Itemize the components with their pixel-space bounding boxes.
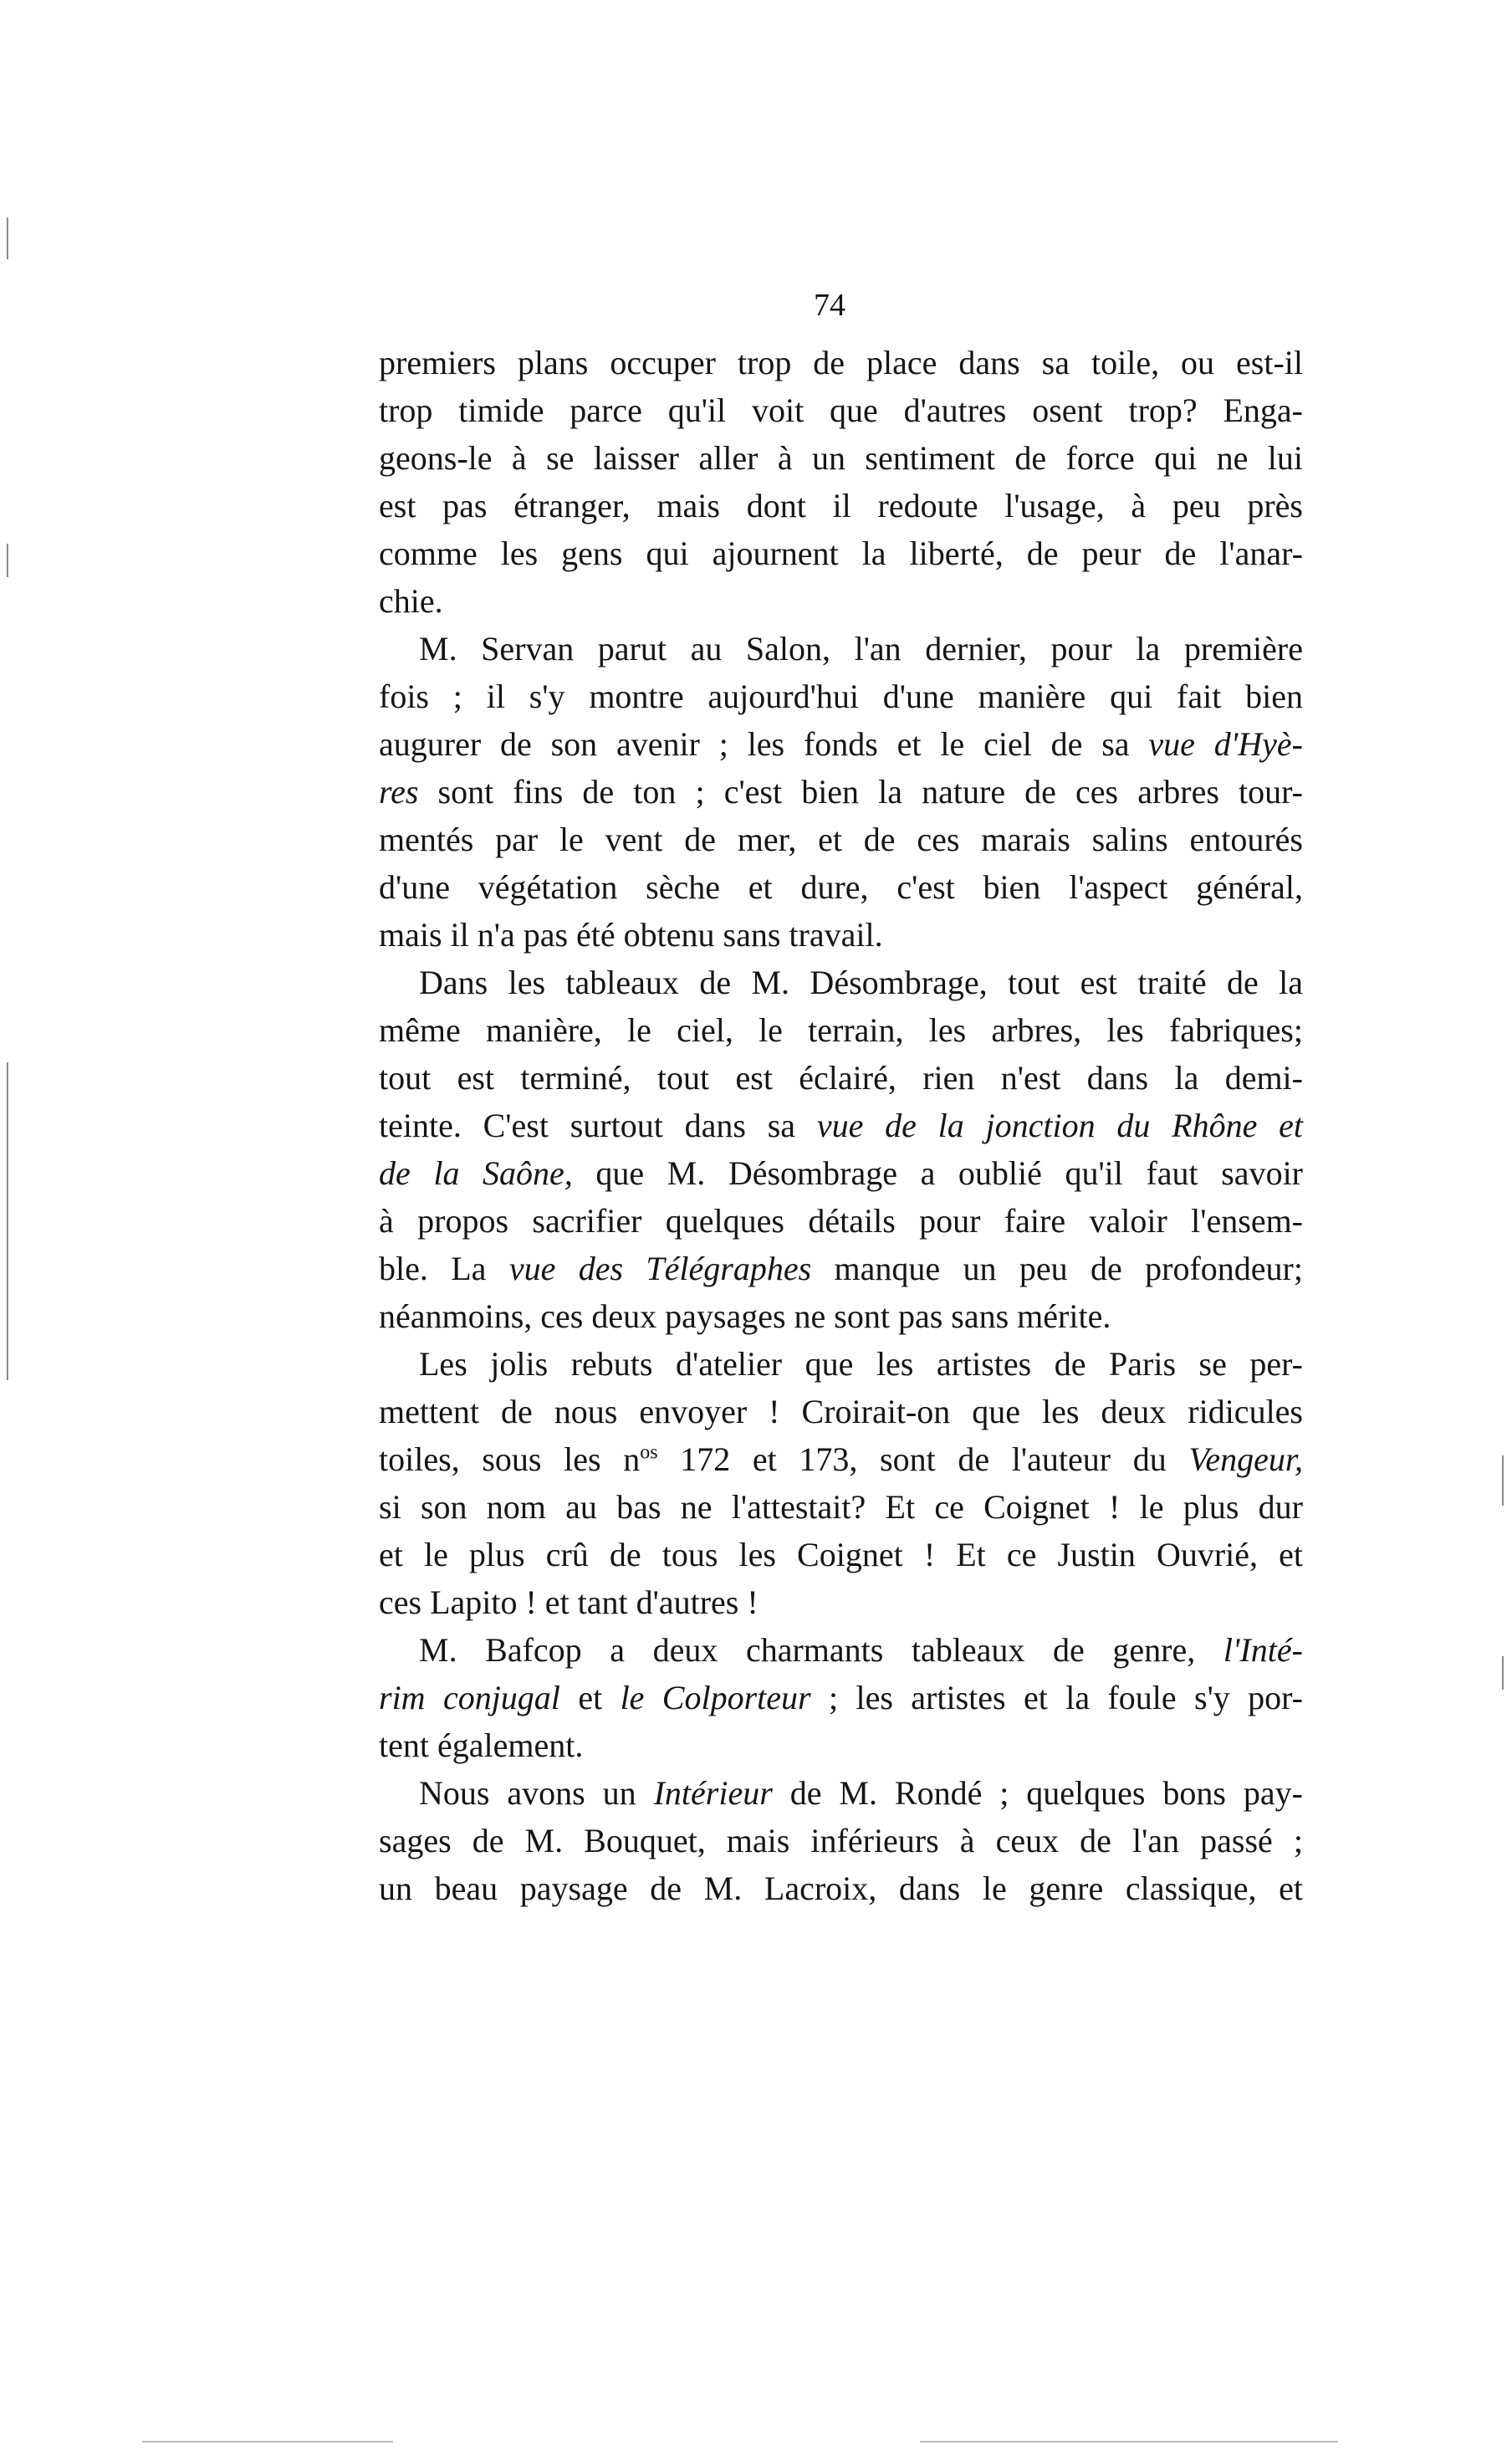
line-text: Nous avons un <box>419 1774 654 1812</box>
line-text: chie. <box>379 582 443 620</box>
artwork-title: Intérieur <box>653 1774 773 1812</box>
scan-mark <box>920 2441 1338 2442</box>
line-text: de M. Rondé ; quelques bons pay- <box>772 1774 1303 1812</box>
text-line <box>379 1674 1303 1721</box>
paragraph-start-line <box>379 1340 1303 1388</box>
text-line <box>379 1578 1303 1626</box>
line-text: un beau paysage de M. Lacroix, dans le genre classique, et <box>379 1869 1303 1907</box>
artwork-title: vue d'Hyè- <box>1148 725 1304 763</box>
scan-mark <box>1502 1455 1504 1506</box>
artwork-title: res <box>379 773 419 811</box>
line-text: d'une végétation sèche et dure, c'est bien l'aspect général, <box>379 868 1303 906</box>
text-line <box>379 863 1303 911</box>
text-line <box>379 768 1303 816</box>
line-text: premiers plans occuper trop de place dans sa toile, ou est-il <box>379 344 1303 381</box>
text-line <box>379 577 1303 625</box>
text-line <box>379 720 1303 768</box>
scan-mark <box>7 1062 8 1380</box>
text-line <box>379 911 1303 959</box>
line-text: néanmoins, ces deux paysages ne sont pas sans mérite. <box>379 1297 1111 1335</box>
text-line <box>379 1054 1303 1102</box>
body-text <box>379 339 1303 1912</box>
line-text: teinte. C'est surtout dans sa <box>379 1107 817 1144</box>
line-text: même manière, le ciel, le terrain, les arbres, les fabriques; <box>379 1011 1303 1049</box>
line-text: manque un peu de profondeur; <box>811 1250 1303 1287</box>
line-text: Les jolis rebuts d'atelier que les artistes de Paris se per- <box>419 1345 1303 1383</box>
line-text: est pas étranger, mais dont il redoute l'usage, à peu près <box>379 487 1303 524</box>
line-text: geons-le à se laisser aller à un sentiment de force qui ne lui <box>379 439 1303 477</box>
text-line <box>379 529 1303 577</box>
line-text: mentés par le vent de mer, et de ces marais salins entourés <box>379 821 1303 858</box>
text-line <box>379 1006 1303 1054</box>
text-line <box>379 1197 1303 1245</box>
line-text: et le plus crû de tous les Coignet ! Et ce Justin Ouvrié, et <box>379 1536 1303 1573</box>
line-text: si son nom au bas ne l'attestait? Et ce Coignet ! le plus dur <box>379 1488 1303 1526</box>
scan-mark <box>1502 1656 1504 1690</box>
text-line <box>379 1721 1303 1769</box>
artwork-title: Vengeur, <box>1188 1440 1303 1478</box>
line-text: M. Bafcop a deux charmants tableaux de genre, <box>419 1631 1223 1669</box>
line-text: ble. La <box>379 1250 509 1287</box>
line-text: toiles, sous les n <box>379 1440 641 1478</box>
artwork-title: rim conjugal <box>379 1679 560 1716</box>
line-text: et <box>559 1679 621 1716</box>
artwork-title: vue de la jonction du Rhône et <box>816 1107 1303 1144</box>
line-text: augurer de son avenir ; les fonds et le ciel de sa <box>379 725 1149 763</box>
page-number: 74 <box>814 288 845 323</box>
superscript: os <box>640 1441 658 1464</box>
text-line <box>379 1435 1303 1483</box>
line-text: mettent de nous envoyer ! Croirait-on que les deux ridicules <box>379 1393 1303 1430</box>
line-text: tout est terminé, tout est éclairé, rien n'est dans la demi- <box>379 1059 1303 1097</box>
text-line <box>379 1102 1303 1149</box>
paragraph-start-line <box>379 1626 1303 1674</box>
text-line <box>379 482 1303 529</box>
artwork-title: le Colporteur <box>620 1679 811 1716</box>
line-text: que M. Désombrage a oublié qu'il faut savoir <box>572 1154 1303 1192</box>
artwork-title: de la Saône, <box>379 1154 573 1192</box>
text-line <box>379 1864 1303 1912</box>
text-line <box>379 816 1303 863</box>
line-text: trop timide parce qu'il voit que d'autres osent trop? Enga- <box>379 391 1303 429</box>
paragraph-start-line <box>379 1769 1303 1817</box>
line-text: sages de M. Bouquet, mais inférieurs à ceux de l'an passé ; <box>379 1822 1303 1859</box>
line-text: ces Lapito ! et tant d'autres ! <box>379 1583 759 1621</box>
line-text: à propos sacrifier quelques détails pour faire valoir l'ensem- <box>379 1202 1303 1240</box>
paragraph-start-line <box>379 959 1303 1006</box>
line-text: 172 et 173, sont de l'auteur du <box>657 1440 1189 1478</box>
artwork-title: l'Inté- <box>1223 1631 1303 1669</box>
text-line <box>379 1817 1303 1864</box>
text-line <box>379 1245 1303 1292</box>
text-line <box>379 339 1303 386</box>
scan-mark <box>7 544 8 577</box>
text-line <box>379 386 1303 434</box>
line-text: M. Servan parut au Salon, l'an dernier, pour la première <box>419 630 1303 667</box>
paragraph-start-line <box>379 625 1303 673</box>
line-text: Dans les tableaux de M. Désombrage, tout est traité de la <box>419 964 1303 1001</box>
text-line <box>379 1531 1303 1578</box>
text-line <box>379 1292 1303 1340</box>
line-text: fois ; il s'y montre aujourd'hui d'une manière qui fait bien <box>379 678 1303 715</box>
line-text: ; les artistes et la foule s'y por- <box>810 1679 1304 1716</box>
line-text: comme les gens qui ajournent la liberté, de peur de l'anar- <box>379 534 1303 572</box>
scan-mark <box>7 217 8 259</box>
text-line <box>379 434 1303 482</box>
scan-mark <box>142 2441 393 2442</box>
line-text: sont fins de ton ; c'est bien la nature de ces arbres tour- <box>418 773 1303 811</box>
line-text: tent également. <box>379 1726 584 1764</box>
line-text: mais il n'a pas été obtenu sans travail. <box>379 916 883 954</box>
text-line <box>379 1388 1303 1435</box>
text-line <box>379 1483 1303 1531</box>
text-line <box>379 1149 1303 1197</box>
text-line <box>379 673 1303 720</box>
artwork-title: vue des Télégraphes <box>508 1250 812 1287</box>
